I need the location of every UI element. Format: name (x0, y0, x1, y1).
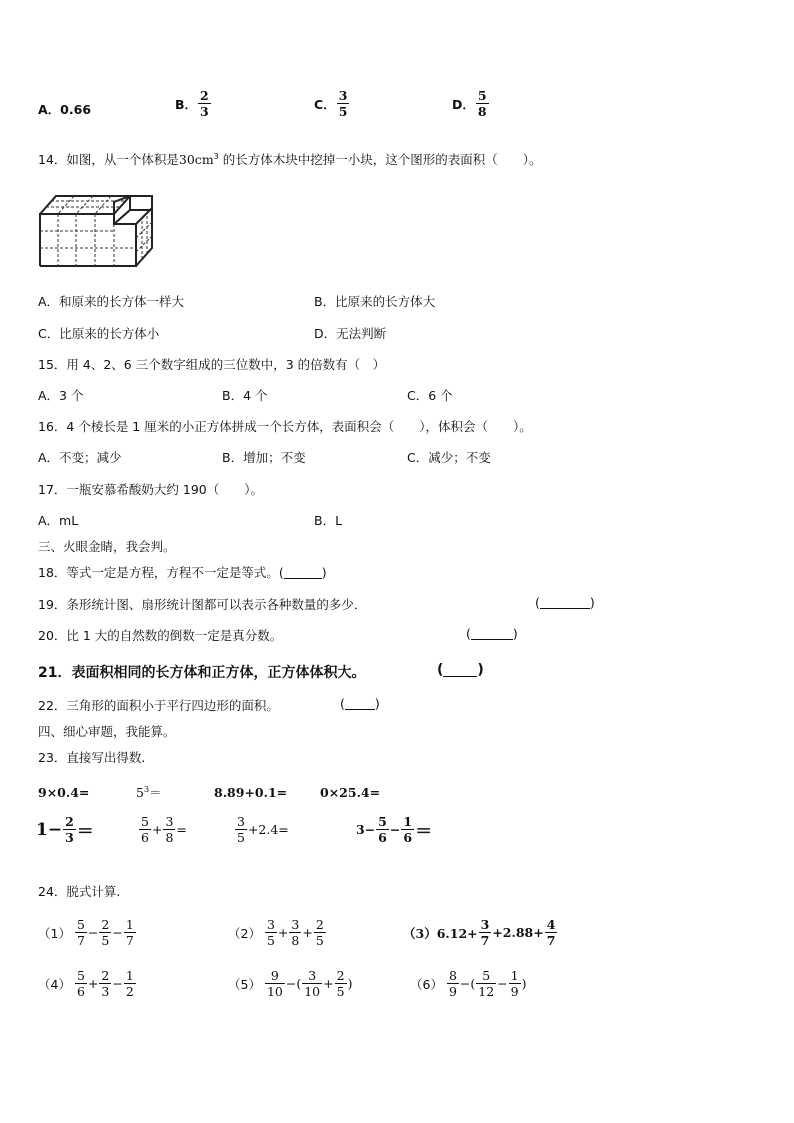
denominator: 10 (304, 984, 321, 999)
denominator: 8 (165, 830, 174, 845)
q24-problem-2 (228, 917, 327, 948)
fraction (545, 917, 558, 948)
denominator: 7 (480, 933, 490, 948)
fraction (198, 88, 211, 119)
section-4-heading: 四、细心审题，我能算。 (38, 724, 176, 739)
answer-blank[interactable] (443, 664, 477, 677)
numerator: 1 (125, 917, 134, 932)
denominator: 7 (546, 933, 556, 948)
numerator: 5 (482, 968, 491, 983)
denominator: 5 (237, 830, 245, 845)
term: +2.88+ (492, 925, 544, 940)
q23-expr-8 (356, 814, 432, 845)
fraction (75, 917, 87, 948)
fraction (139, 814, 151, 845)
option-label: C． (314, 96, 336, 112)
denominator: 5 (101, 933, 110, 948)
denominator: 6 (378, 830, 387, 845)
numerator: 2 (336, 968, 345, 983)
fraction (63, 814, 76, 845)
fraction (476, 968, 496, 999)
q14-question (38, 150, 542, 168)
q19-answer (535, 595, 595, 610)
q23-expr-7 (234, 814, 289, 845)
answer-blank[interactable] (540, 596, 590, 609)
problem-label: （5） (228, 976, 261, 992)
denominator: 3 (101, 984, 110, 999)
denominator: 8 (477, 104, 487, 119)
numerator: 3 (338, 88, 348, 103)
close-paren: ) (589, 595, 595, 610)
q23-expr-1: 9×0.4= (38, 785, 90, 800)
denominator: 6 (141, 830, 149, 845)
denominator: 5 (336, 984, 345, 999)
fraction (401, 814, 414, 845)
q24-problem-6 (410, 968, 527, 999)
q21-statement: 21．表面积相同的长方体和正方体，正方体体积大。 (38, 665, 366, 681)
denominator: 7 (125, 933, 134, 948)
answer-blank[interactable] (471, 627, 513, 640)
operator: − (87, 925, 99, 940)
denominator: 3 (65, 830, 74, 845)
numerator: 2 (315, 917, 324, 932)
problem-label: （2） (228, 925, 261, 941)
denominator: 10 (266, 984, 283, 999)
numerator: 5 (477, 88, 487, 103)
numerator: 1 (125, 968, 134, 983)
q23-expr-3: 8.89+0.1= (214, 785, 288, 800)
problem-label: （6） (410, 976, 443, 992)
fraction (265, 917, 277, 948)
denominator: 5 (338, 104, 348, 119)
answer-blank[interactable] (345, 697, 375, 710)
q13-option-a: A．0.66 (38, 102, 92, 117)
q13-option-c (314, 88, 350, 119)
q22-statement: 22．三角形的面积小于平行四边形的面积。 (38, 698, 279, 713)
numerator: 3 (291, 917, 300, 932)
fraction (337, 88, 350, 119)
q24-problem-4 (38, 968, 137, 999)
numerator: 8 (448, 968, 457, 983)
operator: − (497, 976, 508, 991)
q21-answer (437, 662, 484, 678)
q13-option-b (175, 88, 212, 119)
operator: −( (285, 976, 302, 991)
answer-blank[interactable] (284, 566, 322, 579)
close-paren: ) (521, 976, 527, 991)
fraction (235, 814, 247, 845)
numerator: 5 (76, 917, 85, 932)
term: 1− (36, 819, 63, 840)
operator: −( (459, 976, 476, 991)
q14-text-b: 的长方体木块中挖掉一小块，这个图形的表面积（ ）。 (222, 152, 542, 167)
q14-option-b: B．比原来的长方体大 (314, 294, 436, 309)
denominator: 9 (510, 984, 519, 999)
q14-option-c: C．比原来的长方体小 (38, 326, 160, 341)
numerator: 9 (270, 968, 279, 983)
q23-expr-4: 0×25.4= (320, 785, 381, 800)
q16-option-a: A．不变；减少 (38, 450, 122, 465)
q16-question: 16．4 个棱长是 1 厘米的小正方体拼成一个长方体，表面积会（ ），体积会（ ）。 (38, 419, 532, 434)
numerator: 3 (266, 917, 275, 932)
q15-option-c: C．6 个 (407, 388, 453, 403)
option-label: B． (175, 96, 198, 112)
denominator: 3 (200, 104, 209, 119)
q17-option-a: A．mL (38, 513, 79, 528)
option-label: D． (452, 96, 475, 112)
base: 5 (136, 785, 144, 800)
denominator: 5 (315, 933, 324, 948)
q22-answer (340, 696, 380, 711)
q15-option-a: A．3 个 (38, 388, 84, 403)
term: 3− (356, 822, 376, 837)
denominator: 2 (125, 984, 134, 999)
fraction (124, 968, 136, 999)
fraction (99, 917, 111, 948)
q18-text: 18．等式一定是方程，方程不一定是等式。( (38, 565, 284, 580)
fraction (99, 968, 111, 999)
numerator: 1 (403, 814, 413, 829)
denominator: 6 (76, 984, 85, 999)
fraction (509, 968, 521, 999)
exponent: 3 (143, 784, 150, 794)
numerator: 3 (237, 814, 245, 829)
equals: ＝ (76, 822, 94, 842)
q24-problem-3 (403, 917, 558, 948)
denominator: 8 (291, 933, 300, 948)
denominator: 7 (76, 933, 85, 948)
equals: ＝ (149, 785, 162, 800)
fraction (335, 968, 347, 999)
q16-option-c: C．减少；不变 (407, 450, 491, 465)
numerator: 3 (165, 814, 174, 829)
volume-value: 30cm (178, 152, 214, 167)
numerator: 4 (546, 917, 556, 932)
fraction (265, 968, 285, 999)
q20-answer (466, 626, 518, 641)
q23-title: 23．直接写出得数. (38, 750, 146, 765)
close-paren: ) (374, 696, 380, 711)
numerator: 2 (101, 917, 110, 932)
denominator: 12 (478, 984, 495, 999)
denominator: 5 (266, 933, 275, 948)
term: +2.4= (247, 822, 289, 837)
numerator: 5 (76, 968, 85, 983)
q14-option-d: D．无法判断 (314, 326, 387, 341)
operator: + (151, 822, 163, 837)
open-paren: ( (535, 595, 540, 610)
close-paren: ) (321, 564, 327, 580)
q13-option-d (452, 88, 490, 119)
operator: − (389, 822, 401, 837)
operator: + (302, 925, 313, 940)
cuboid-figure (38, 188, 156, 270)
numerator: 3 (308, 968, 317, 983)
q14-text-a: 14．如图，从一个体积是 (38, 152, 179, 167)
fraction (75, 968, 87, 999)
superscript: 3 (213, 151, 219, 161)
numerator: 3 (480, 917, 490, 932)
close-paren: ) (347, 976, 353, 991)
q14-option-a: A．和原来的长方体一样大 (38, 294, 185, 309)
section-3-heading: 三、火眼金睛，我会判。 (38, 539, 176, 554)
open-paren: ( (437, 662, 444, 678)
q17-option-b: B．L (314, 513, 343, 528)
q15-option-b: B．4 个 (222, 388, 268, 403)
problem-label: （4） (38, 976, 71, 992)
q19-statement: 19．条形统计图、扇形统计图都可以表示各种数量的多少． (38, 597, 367, 612)
open-paren: ( (340, 696, 345, 711)
q24-title: 24．脱式计算. (38, 884, 121, 899)
numerator: 2 (101, 968, 110, 983)
equals: ＝ (415, 822, 433, 842)
operator: + (87, 976, 99, 991)
numerator: 1 (510, 968, 519, 983)
q23-expr-2 (136, 783, 162, 801)
close-paren: ) (512, 626, 518, 641)
fraction (476, 88, 489, 119)
fraction (479, 917, 492, 948)
operator: − (112, 925, 123, 940)
numerator: 5 (141, 814, 149, 829)
q17-question: 17．一瓶安慕希酸奶大约 190（ ）。 (38, 482, 263, 497)
operator: + (323, 976, 334, 991)
fraction (447, 968, 459, 999)
fraction (314, 917, 326, 948)
numerator: 2 (200, 88, 209, 103)
fraction (163, 814, 175, 845)
q23-expr-6 (138, 814, 187, 845)
fraction (124, 917, 136, 948)
problem-label: （1） (38, 925, 71, 941)
problem-label: （3）6.12+ (403, 925, 478, 941)
q24-problem-1 (38, 917, 137, 948)
open-paren: ( (466, 626, 471, 641)
q23-expr-5 (36, 814, 94, 845)
denominator: 9 (448, 984, 457, 999)
fraction (376, 814, 389, 845)
numerator: 2 (65, 814, 74, 829)
q24-problem-5 (228, 968, 352, 999)
q20-statement: 20．比 1 大的自然数的倒数一定是真分数。 (38, 628, 283, 643)
equals: = (176, 822, 187, 837)
operator: + (277, 925, 289, 940)
fraction (302, 968, 322, 999)
numerator: 5 (378, 814, 387, 829)
q15-question: 15．用 4、2、6 三个数字组成的三位数中，3 的倍数有（ ） (38, 357, 386, 372)
q16-option-b: B．增加；不变 (222, 450, 306, 465)
fraction (289, 917, 301, 948)
operator: − (112, 976, 123, 991)
close-paren: ) (477, 662, 484, 678)
denominator: 6 (403, 830, 413, 845)
q18-statement (38, 563, 327, 581)
